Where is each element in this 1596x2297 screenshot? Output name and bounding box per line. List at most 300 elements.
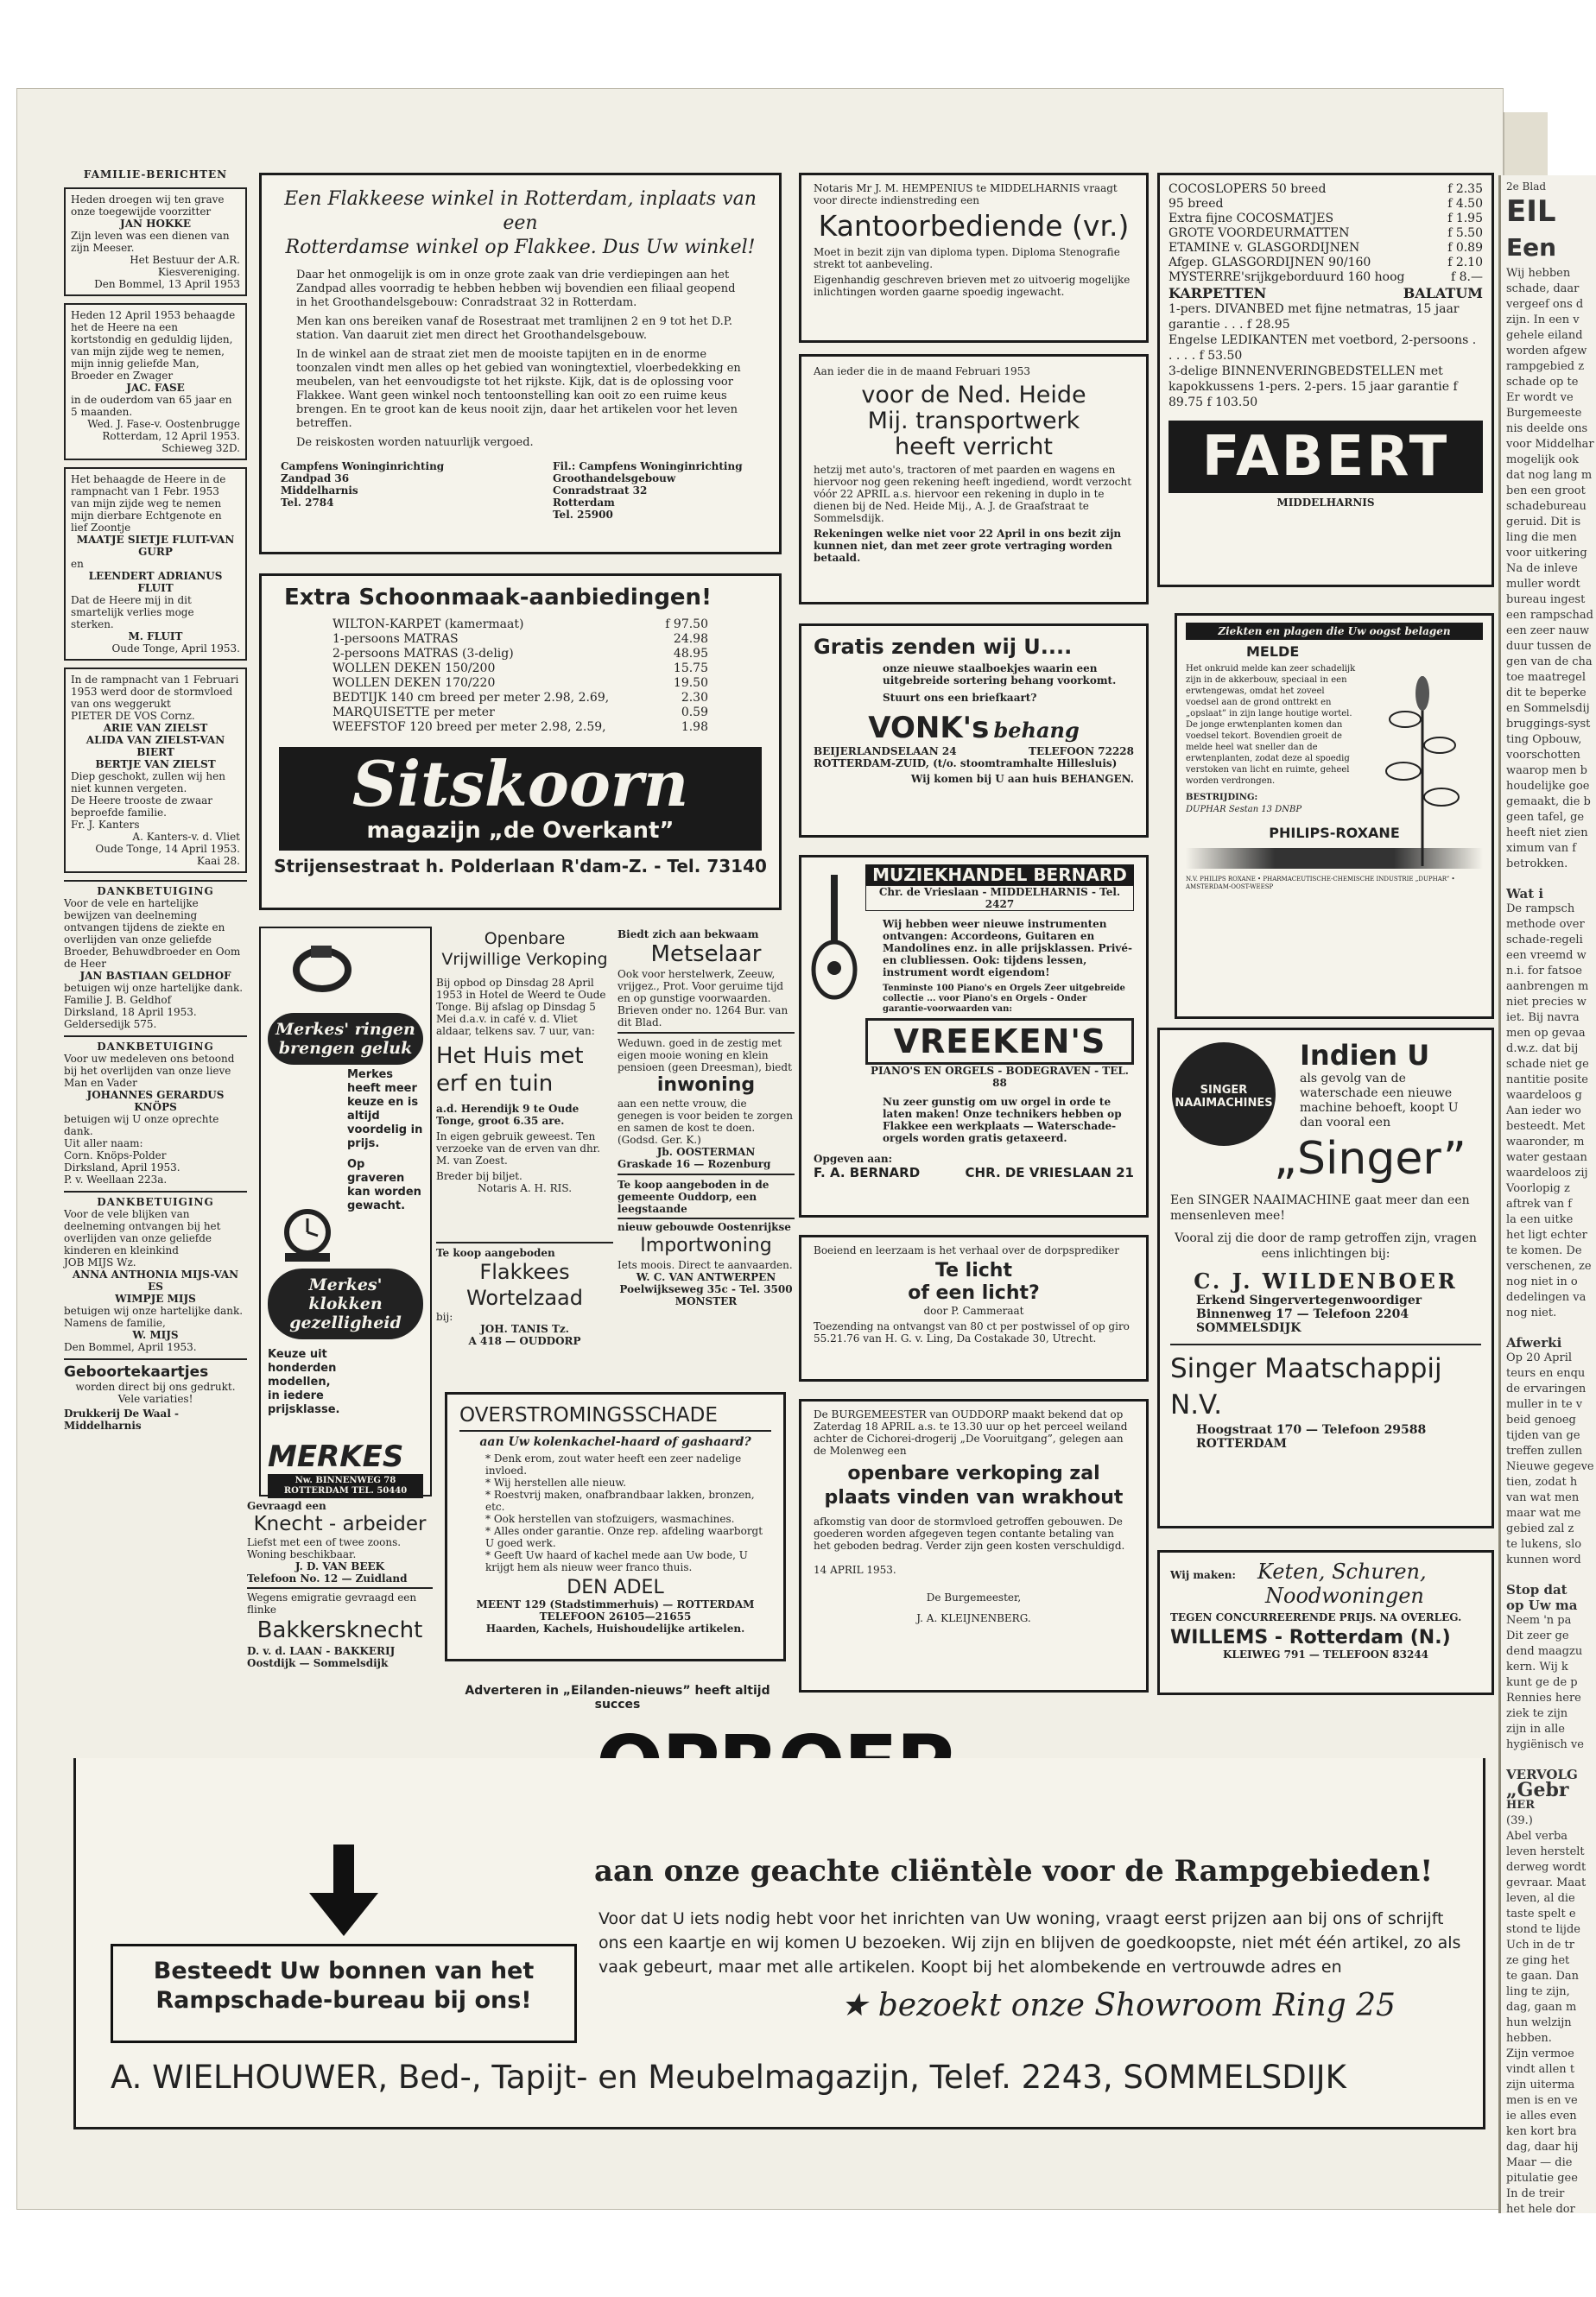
side-ad-3: Neem 'n pa xyxy=(1506,1614,1572,1627)
verkoping-object: Het Huis met erf en tuin xyxy=(436,1043,584,1097)
bernard-text: Wij hebben weer nieuwe instrumenten ontvangen: Accordeons, Guitaren en Mandolines enz. in alle prijsklassen. Privé- en clubliessen. Ook: tijdens lessen, instrument wordt eigendom! xyxy=(883,918,1133,978)
side-line: In de treir xyxy=(1506,2187,1565,2200)
side-line: rampgebied z xyxy=(1506,360,1585,373)
side-line: zijn in alle xyxy=(1506,1723,1565,1736)
side-line: te gaan. Dan xyxy=(1506,1970,1580,1983)
side-line: aanbrengen m xyxy=(1506,980,1589,993)
side-line: een vreemd w xyxy=(1506,949,1586,962)
side-line: toe maatregel xyxy=(1506,671,1586,684)
price-item-name: WOLLEN DEKEN 150/200 xyxy=(332,661,496,675)
side-line: ting Opbouw, xyxy=(1506,733,1582,746)
side-line: taste spelt e xyxy=(1506,1908,1576,1920)
importwoning-pre: Te koop aangeboden in de gemeente Ouddorp, een leegstaande xyxy=(618,1179,770,1215)
inwoning-place: Graskade 16 — Rozenburg xyxy=(618,1158,771,1170)
side-line: kunt ge de p xyxy=(1506,1676,1578,1689)
side-line: waardeloos g xyxy=(1506,1089,1582,1102)
licht-title-2: of een licht? xyxy=(908,1282,1040,1304)
side-line: Op 20 April xyxy=(1506,1351,1573,1364)
vonk-text: onze nieuwe staalboekjes waarin een uitgebreide sortering behang voorkomt. xyxy=(883,662,1117,687)
side-line: muller wordt xyxy=(1506,578,1580,591)
price-item-name: WEEFSTOF 120 breed per meter 2.98, 2.59, xyxy=(332,720,606,734)
side-line: schade, daar xyxy=(1506,282,1580,295)
knecht-pre: Gevraagd een xyxy=(247,1500,326,1512)
thanks-line: Namens de familie, xyxy=(64,1317,166,1329)
side-line: dend maagzu xyxy=(1506,1645,1583,1658)
side-line: d.w.z. dat bij xyxy=(1506,1042,1579,1055)
family-notice xyxy=(64,668,247,873)
overstroming-name: DEN ADEL xyxy=(567,1577,664,1598)
thanks-notice xyxy=(64,1191,247,1358)
side-line: teurs en enqu xyxy=(1506,1367,1586,1380)
knecht-tel: Telefoon No. 12 — Zuidland xyxy=(247,1572,433,1589)
melde-ad xyxy=(1175,613,1494,1019)
notice-line: Dat de Heere mij in dit smartelijk verlies moge sterken. xyxy=(71,594,194,630)
price-item-name: WILTON-KARPET (kamermaat) xyxy=(332,617,524,631)
vreeken-sub: PIANO'S EN ORGELS - BODEGRAVEN - TEL. 88 xyxy=(871,1065,1129,1089)
side-line: tijden van ge xyxy=(1506,1429,1580,1442)
singer-badge xyxy=(1172,1042,1276,1146)
small-ads-column xyxy=(618,928,795,1360)
fabert-price-row xyxy=(1168,197,1483,212)
side-line: aftrek van f xyxy=(1506,1198,1573,1211)
side-line: geruid. Dit is xyxy=(1506,516,1581,528)
side-line: muller in te v xyxy=(1506,1398,1583,1411)
merkes-text-2: Op graveren kan worden gewacht. xyxy=(347,1158,421,1212)
wortelzaad-place: A 418 — OUDDORP xyxy=(468,1335,581,1347)
side-line: la een uitke xyxy=(1506,1213,1574,1226)
campfens-para-1: Daar het onmogelijk is om in onze grote zaak van drie verdiepingen aan het Zandpad alles voorradig te hebben hebben wij bovendien een filiaal geopend in het Groothandelsgebouw: Conradstraat 32 in Rotterdam. xyxy=(296,269,736,309)
overstroming-sub: aan Uw kolenkachel-haard of gashaard? xyxy=(479,1435,751,1449)
wortelzaad-ad xyxy=(436,1242,613,1364)
sitskoorn-address: Strijensestraat h. Polderlaan R'dam-Z. - Tel. 73140 xyxy=(274,856,767,876)
singer-dealer-sub: Erkend Singervertegenwoordiger xyxy=(1196,1294,1422,1307)
fabert-text-3: 3-delige BINNENVERINGBEDSTELLEN met kapokkussens 1-pers. 2-pers. 15 jaar garantie f 89.75 f 103.50 xyxy=(1168,364,1458,409)
side-line: ziek te zijn xyxy=(1506,1707,1568,1720)
bakker-place: Oostdijk — Sommelsdijk xyxy=(247,1657,389,1669)
ouddorp-date: 14 APRIL 1953. xyxy=(814,1564,896,1576)
side-line: waardeloos zij xyxy=(1506,1167,1588,1180)
singer-dealer: C. J. WILDENBOER xyxy=(1194,1269,1458,1294)
side-line: water gestaan xyxy=(1506,1151,1587,1164)
vonk-title: Gratis zenden wij U.... xyxy=(814,635,1073,659)
side-line: Er wordt ve xyxy=(1506,391,1574,404)
oproep-footer: A. WIELHOUWER, Bed-, Tapijt- en Meubelmagazijn, Telef. 2243, SOMMELSDIJK xyxy=(111,2059,1346,2096)
price-item-value: f 2.35 xyxy=(1447,182,1483,196)
ouddorp-text: afkomstig van door de stormvloed getroffen gebouwen. De goederen worden afgegeven tegen contante betaling van het geboden bedrag. Verder zijn geen kosten verschuldigd. xyxy=(814,1516,1125,1552)
side-line: ximum van f xyxy=(1506,842,1577,855)
side-column-1 xyxy=(1501,267,1596,871)
births-ad xyxy=(64,1358,247,1432)
vonk-ad xyxy=(799,623,1149,838)
family-header: FAMILIE-BERICHTEN xyxy=(83,168,228,180)
side-line: en Sommelsdij xyxy=(1506,702,1590,715)
thanks-header: DANKBETUIGING xyxy=(97,1196,214,1208)
side-line: nog niet in o xyxy=(1506,1275,1578,1288)
singer-company: Singer Maatschappij N.V. xyxy=(1170,1344,1481,1423)
fabert-price-row xyxy=(1168,256,1483,270)
thanks-line: P. v. Weellaan 223a. xyxy=(64,1174,168,1186)
bakker-title: Bakkersknecht xyxy=(256,1617,423,1643)
thanks-line: ANNA ANTHONIA MIJS-VAN ES xyxy=(72,1269,239,1293)
side-line: nis deelde ons xyxy=(1506,422,1588,435)
notice-line: ARIE VAN ZIELST xyxy=(103,722,208,734)
side-line: Wij hebben xyxy=(1506,267,1571,280)
inwoning-text: aan een nette vrouw, die genegen is voor beiden te zorgen en samen de kost te doen. (Godsd. Ger. K.) xyxy=(618,1098,794,1146)
side-line: de ervaringen xyxy=(1506,1383,1586,1395)
side-line: dag, gaan m xyxy=(1506,2001,1577,2014)
fabert-ad xyxy=(1157,173,1494,587)
vonk-foot: Wij komen bij U aan huis BEHANGEN. xyxy=(910,773,1134,785)
campfens-address-line: Zandpad 36 xyxy=(281,472,350,484)
side-line: ken kort bra xyxy=(1506,2125,1577,2138)
thanks-line: Voor de vele en hartelijke bewijzen van deelneming ontvangen tijdens de ziekte en overlijden van onze geliefde Broeder, Behuwdbroeder en Oom de Heer xyxy=(64,897,241,970)
melde-text: Het onkruid melde kan zeer schadelijk zijn in de akkerbouw, speciaal in een erwtengewas, omdat het zoveel voedsel aan de grond onttrekt en „opslaat” in zijn lange houtige wortel. De jonge erwtenplanten komen dan voedsel tekort. Bovendien groeit de melde heel wat sneller dan de erwtenplanten, zodat deze al spoedig verstoken van licht en ruimte, geheel worden verdrongen. xyxy=(1186,664,1356,786)
merkes-ad xyxy=(259,927,432,1497)
thanks-notice xyxy=(64,1035,247,1191)
importwoning-ad xyxy=(618,1175,795,1307)
thanks-line: Voor de vele blijken van deelneming ontvangen bij het overlijden van onze geliefde kinderen en kleinkind xyxy=(64,1208,221,1256)
side-line: vergeef ons d xyxy=(1506,298,1584,311)
side-line: worden afgew xyxy=(1506,345,1587,358)
side-line: van wat men xyxy=(1506,1491,1580,1504)
singer-title: Indien U xyxy=(1300,1039,1430,1072)
side-line: mogelijk ook xyxy=(1506,453,1580,466)
notice-line: Fr. J. Kanters xyxy=(71,819,140,831)
sitskoorn-price-row xyxy=(332,720,708,735)
notice-line: Rotterdam, 12 April 1953. Schieweg 32D. xyxy=(102,430,240,454)
overstroming-item: * Geeft Uw haard of kachel mede aan Uw bode, U krijgt hem als nieuw weer franco thuis. xyxy=(485,1549,748,1573)
fabert-text-2: Engelse LEDIKANTEN met voetbord, 2-persoons . . . . . f 53.50 xyxy=(1168,333,1477,363)
notice-line: M. FLUIT xyxy=(128,630,183,642)
hempenius-pre: Notaris Mr J. M. HEMPENIUS te MIDDELHARNIS vraagt voor directe indienstreding een xyxy=(814,182,1118,206)
sitskoorn-logo: Sitskoorn xyxy=(352,747,689,820)
price-item-value: f 5.50 xyxy=(1447,226,1483,240)
fabert-price-row xyxy=(1168,212,1483,226)
overstroming-item: * Ook herstellen van stofzuigers, wasmachines. xyxy=(485,1513,735,1525)
hempenius-ad xyxy=(799,173,1149,343)
side-line: Uch in de tr xyxy=(1506,1939,1574,1952)
side-line: n.i. for fatsoe xyxy=(1506,965,1582,978)
family-notices xyxy=(64,187,247,873)
side-line: betrokken. xyxy=(1506,857,1568,870)
hempenius-text-2: Eigenhandig geschreven brieven met zo uitvoerig mogelijke inlichtingen worden gaarne spoedig ingewacht. xyxy=(814,274,1130,298)
importwoning-place: Poelwijkseweg 35c - Tel. 3500 MONSTER xyxy=(619,1283,793,1307)
thanks-line: Den Bommel, April 1953. xyxy=(64,1341,197,1353)
price-item-value: 1.98 xyxy=(681,720,708,734)
births-printer: Drukkerij De Waal - Middelharnis xyxy=(64,1408,180,1432)
verkoping-more: In eigen gebruik geweest. Ten verzoeke van de erven van dhr. M. van Zoest. xyxy=(436,1130,600,1167)
side-line: schade op te xyxy=(1506,376,1579,389)
side-line: hebben. xyxy=(1506,2032,1552,2045)
melde-plant-illustration xyxy=(1371,668,1474,866)
side-line: bureau ingest xyxy=(1506,593,1586,606)
bernard-ad xyxy=(799,855,1149,1218)
heide-text: hetzij met auto's, tractoren of met paarden en wagens en hiervoor nog geen rekening heeft ingediend, wordt verzocht vóór 22 APRIL a.s. hiervoor een rekening in duplo in te dienen bij de Ned. Heide Mij., A. J. de Graafstraat te Sommelsdijk. xyxy=(814,464,1132,524)
inwoning-ad xyxy=(618,1034,795,1175)
price-item-name: MYSTERRE'srijkgeborduurd 160 hoog xyxy=(1168,270,1405,284)
side-line: Maar — die xyxy=(1506,2156,1573,2169)
notice-line: BERTJE VAN ZIELST xyxy=(95,758,216,770)
inwoning-pre: Weduwn. goed in de zestig met eigen mooie woning en klein pensioen (geen Dreesman), biedt xyxy=(618,1037,792,1073)
thanks-line: Familie J. B. Geldhof xyxy=(64,994,172,1006)
vonk-ask: Stuurt ons een briefkaart? xyxy=(883,692,1037,704)
side-line: heeft niet zien xyxy=(1506,826,1588,839)
price-item-value: f 97.50 xyxy=(665,617,708,631)
knecht-text: Liefst met een of twee zoons. Woning beschikbaar. xyxy=(247,1536,402,1560)
sitskoorn-price-row xyxy=(332,661,708,676)
fabert-balatum: BALATUM xyxy=(1403,285,1483,301)
price-item-value: f 4.50 xyxy=(1447,197,1483,211)
side-ad-2: op Uw ma xyxy=(1506,1598,1578,1613)
notice-line: in de ouderdom van 65 jaar en 5 maanden. xyxy=(71,394,232,418)
notice-line: Heden droegen wij ten grave onze toegewijde voorzitter xyxy=(71,193,225,218)
campfens-para-3: In de winkel aan de straat ziet men de mooiste tapijten en in de enorme toonzalen vindt men alles op het gebied van woningtextiel, vloerbedekking en meubelen, van het eenvoudigste tot het rijkste. Kijk, dat is de oplossing voor Flakkee. Want geen winkel noch tentoonstelling kan ooit zo een ruime keus brengen. En te groot kan de keus nooit zijn, daar het artikelen voor het leven betreffen. xyxy=(296,348,741,430)
side-line: vindt allen t xyxy=(1506,2063,1575,2076)
overstroming-title: OVERSTROMINGSSCHADE xyxy=(459,1403,771,1432)
singer-badge-text: SINGER NAAIMACHINES xyxy=(1175,1084,1273,1110)
side-line: gemaakt, die b xyxy=(1506,795,1591,808)
side-line: Na de inleve xyxy=(1506,562,1578,575)
overstroming-item: * Wij herstellen alle nieuw. xyxy=(485,1477,627,1489)
price-item-value: f 2.10 xyxy=(1447,256,1483,269)
side-line: een rampschad xyxy=(1506,609,1593,622)
heide-ad xyxy=(799,354,1149,604)
side-line: houdelijke goe xyxy=(1506,780,1590,793)
fabert-price-row xyxy=(1168,182,1483,197)
willems-address: KLEIWEG 791 — TELEFOON 83244 xyxy=(1222,1648,1429,1661)
side-line: leven, al die xyxy=(1506,1892,1575,1905)
side-line: niet precies w xyxy=(1506,996,1586,1009)
heide-title-3: heeft verricht xyxy=(895,433,1053,460)
price-item-name: 95 breed xyxy=(1168,197,1224,211)
melde-foot: N.V. PHILIPS ROXANE • PHARMACEUTISCHE-CHEMISCHE INDUSTRIE „DUPHAR” • AMSTERDAM-OOST-WEESP xyxy=(1186,876,1455,890)
notice-line: A. Kanters-v. d. Vliet xyxy=(132,831,240,843)
price-item-name: 1-persoons MATRAS xyxy=(332,632,459,646)
thanks-line: betuigen wij onze hartelijke dank. xyxy=(64,982,244,994)
side-line: waarop men b xyxy=(1506,764,1587,777)
sitskoorn-subtitle: magazijn „de Overkant” xyxy=(366,818,674,844)
willems-name: WILLEMS - Rotterdam (N.) xyxy=(1170,1627,1451,1648)
thanks-line: Uit aller naam: xyxy=(64,1137,143,1149)
side-line: het ligt echter xyxy=(1506,1229,1587,1242)
willems-line: TEGEN CONCURREERENDE PRIJS. NA OVERLEG. xyxy=(1170,1611,1462,1623)
willems-ad xyxy=(1157,1550,1494,1695)
arrow-down-icon xyxy=(309,1845,378,1939)
thanks-notices xyxy=(64,880,247,1358)
side-subhead-1: Wat i xyxy=(1506,886,1544,902)
campfens-branch-line: Conradstraat 32 xyxy=(553,484,648,497)
bonnen-line-1: Besteedt Uw bonnen van het xyxy=(153,1958,535,1984)
side-headline: Een xyxy=(1506,233,1557,262)
side-line: waaronder, m xyxy=(1506,1136,1585,1148)
metselaar-title: Metselaar xyxy=(650,941,762,967)
side-line: tien, zodat h xyxy=(1506,1476,1578,1489)
side-line: voor uitkering xyxy=(1506,547,1587,560)
sitskoorn-price-row xyxy=(332,691,708,706)
side-her: HER xyxy=(1506,1799,1535,1812)
campfens-branch-line: Tel. 25900 xyxy=(553,509,613,521)
notice-line: Diep geschokt, zullen wij hen niet kunnen vergeten. xyxy=(71,770,225,794)
price-item-value: 19.50 xyxy=(673,676,708,690)
sitskoorn-price-row xyxy=(332,706,708,720)
side-line: kunnen word xyxy=(1506,1553,1581,1566)
vonk-address-1: BEIJERLANDSELAAN 24 xyxy=(814,745,957,757)
side-line: leven herstelt xyxy=(1506,1845,1585,1858)
bernard-title: MUZIEKHANDEL BERNARD xyxy=(865,864,1134,885)
oproep-body: Voor dat U iets nodig hebt voor het inrichten van Uw woning, vraagt eerst prijzen aan bij ons of schrijft ons een kaartje en wij komen U bezoeken. Wij zijn en blijven de goedkoopste, niet mét één artikel, zo als vaak gebeurt, maar met alle artikelen. Koopt bij het alombekende en vertrouwde adres en xyxy=(598,1909,1461,1977)
verkoping-text: Bij opbod op Dinsdag 28 April 1953 in Hotel de Weerd te Oude Tonge. Bij afslag op Dinsdag 5 Mei d.a.v. in café v. d. Vliet aldaar, telkens sav. 7 uur, van: xyxy=(436,977,606,1037)
overstroming-address: MEENT 129 (Stadstimmerhuis) — ROTTERDAM xyxy=(476,1598,755,1610)
price-item-value: f 8.— xyxy=(1451,270,1483,284)
heide-title-2: Mij. transportwerk xyxy=(867,408,1080,434)
price-item-name: 2-persoons MATRAS (3-delig) xyxy=(332,647,514,661)
adverteren-line: Adverteren in „Eilanden-nieuws” heeft altijd succes xyxy=(465,1684,770,1712)
side-line: bruggings-syst xyxy=(1506,718,1591,731)
notice-line: en xyxy=(71,558,84,570)
melde-bestrijding: BESTRIJDING: xyxy=(1186,793,1258,802)
notice-line: Het Bestuur der A.R. Kiesvereniging. xyxy=(130,254,240,278)
notice-line: In de rampnacht van 1 Februari 1953 werd door de stormvloed van ons weggerukt xyxy=(71,674,239,710)
thanks-line: Dirksland, 18 April 1953. Geldersedijk 575. xyxy=(64,1006,197,1030)
side-line: schade niet ge xyxy=(1506,1058,1589,1071)
campfens-branch-line: Groothandelsgebouw xyxy=(553,472,676,484)
notice-line: Het behaagde de Heere in de rampnacht van 1 Febr. 1953 van mijn zijde weg te nemen mijn dierbare Echtgenote en lief Zoontje xyxy=(71,473,226,534)
side-line: gebied zal z xyxy=(1506,1522,1574,1535)
guitar-icon xyxy=(808,875,860,1013)
sitskoorn-price-row xyxy=(332,632,708,647)
side-line: duur tussen de xyxy=(1506,640,1592,653)
thanks-header: DANKBETUIGING xyxy=(97,1041,214,1053)
ouddorp-ad xyxy=(799,1399,1149,1693)
notice-line: De Heere trooste de zwaar beproefde familie. xyxy=(71,794,212,819)
side-line: ben een groot xyxy=(1506,484,1586,497)
side-top: 2e Blad xyxy=(1506,180,1547,193)
fabert-price-list xyxy=(1168,182,1483,285)
thanks-line: betuigen wij onze hartelijke dank. xyxy=(64,1305,244,1317)
side-line: Nieuwe gegeve xyxy=(1506,1460,1594,1473)
side-line: dit te beperke xyxy=(1506,687,1586,699)
side-line: Abel verba xyxy=(1506,1830,1568,1843)
campfens-para-4: De reiskosten worden natuurlijk vergoed. xyxy=(296,436,534,449)
melde-product: DUPHAR Sestan 13 DNBP xyxy=(1186,805,1302,814)
merkes-address: Nw. BINNENWEG 78 ROTTERDAM TEL. 50440 xyxy=(268,1474,423,1498)
side-line: besteedt. Met xyxy=(1506,1120,1586,1133)
verkoping-notary: Notaris A. H. RIS. xyxy=(477,1182,573,1194)
price-item-name: BEDTIJK 140 cm breed per meter 2.98, 2.69, xyxy=(332,691,610,705)
notice-line: Den Bommel, 13 April 1953 xyxy=(94,278,240,290)
campfens-ad xyxy=(259,173,782,554)
verkoping-title-2: Vrijwillige Verkoping xyxy=(441,950,608,969)
side-line: te lukens, slo xyxy=(1506,1538,1582,1551)
campfens-address-line: Middelharnis xyxy=(281,484,358,497)
campfens-branch-line: Rotterdam xyxy=(553,497,615,509)
side-line: zijn uiterma xyxy=(1506,2079,1575,2091)
singer-ad xyxy=(1157,1028,1494,1528)
side-line: voorschotten xyxy=(1506,749,1580,762)
notice-line: JAN HOKKE xyxy=(120,218,191,230)
sitskoorn-price-row xyxy=(332,617,708,632)
overstroming-tel: TELEFOON 26105—21655 xyxy=(539,1610,692,1623)
campfens-address-line: Campfens Woninginrichting xyxy=(281,460,445,472)
side-line: ze ging het xyxy=(1506,1954,1570,1967)
bernard-sub: Chr. de Vrieslaan - MIDDELHARNIS - Tel. 2427 xyxy=(865,885,1134,911)
notice-line: Zijn leven was een dienen van zijn Meeser. xyxy=(71,230,230,254)
campfens-address-main xyxy=(281,460,444,521)
inwoning-name: Jb. OOSTERMAN xyxy=(656,1146,756,1158)
melde-title: MELDE xyxy=(1246,643,1300,660)
thanks-line: JOHANNES GERARDUS KNÖPS xyxy=(86,1089,225,1113)
price-item-value: 0.59 xyxy=(681,706,708,719)
singer-company-address: Hoogstraat 170 — Telefoon 29588 xyxy=(1196,1423,1427,1437)
price-item-value: f 1.95 xyxy=(1447,212,1483,225)
bernard-note: Tenminste 100 Piano's en Orgels Zeer uitgebreide collectie ... voor Piano's en Orgels - Onder garantie-voorwaarden van: xyxy=(883,984,1125,1014)
side-line: men op gevaa xyxy=(1506,1027,1586,1040)
vonk-tel: TELEFOON 72228 xyxy=(1029,745,1134,757)
side-masthead: EIL xyxy=(1506,194,1556,229)
side-line: (39.) xyxy=(1506,1814,1533,1827)
clock-icon xyxy=(273,1205,342,1265)
ring-icon xyxy=(283,940,361,1009)
side-line: ling die men xyxy=(1506,531,1577,544)
price-item-name: ETAMINE v. GLASGORDIJNEN xyxy=(1168,241,1360,255)
bernard-street: CHR. DE VRIESLAAN 21 xyxy=(965,1165,1134,1180)
side-line: gehele eiland xyxy=(1506,329,1583,342)
side-line: dat nog lang m xyxy=(1506,469,1593,482)
licht-ad xyxy=(799,1235,1149,1382)
side-column-3 xyxy=(1501,1351,1596,1567)
hempenius-text-1: Moet in bezit zijn van diploma typen. Diploma Stenografie strekt tot aanbeveling. xyxy=(814,246,1120,270)
side-line: beid genoeg xyxy=(1506,1414,1576,1427)
singer-vraag: Vooral zij die door de ramp getroffen zijn, vragen eens inlichtingen bij: xyxy=(1175,1231,1477,1261)
side-line: hun welzijn xyxy=(1506,2016,1572,2029)
notice-line: Wed. J. Fase-v. Oostenbrugge xyxy=(87,418,240,430)
side-line: treffen zullen xyxy=(1506,1445,1583,1458)
fabert-price-row xyxy=(1168,226,1483,241)
fabert-place: MIDDELHARNIS xyxy=(1276,497,1375,509)
heide-title-1: voor de Ned. Heide xyxy=(861,382,1086,408)
next-page-strip xyxy=(1498,175,1596,2216)
thanks-line: Dirksland, April 1953. xyxy=(64,1161,180,1174)
overstroming-item: * Denk erom, zout water heeft een zeer nadelige invloed. xyxy=(485,1452,742,1477)
side-line: nog niet. xyxy=(1506,1307,1557,1319)
singer-logo: „Singer” xyxy=(1274,1133,1466,1185)
overstroming-item: * Alles onder garantie. Onze rep. afdeling waarborgt U goed werk. xyxy=(485,1525,763,1549)
campfens-headline-2: Rotterdamse winkel op Flakkee. Dus Uw winkel! xyxy=(285,237,756,258)
thanks-notice xyxy=(64,880,247,1035)
sitskoorn-price-row xyxy=(332,647,708,661)
bernard-text-2: Nu zeer gunstig om uw orgel in orde te laten maken! Onze technikers hebben op Flakkee een werkplaats — Waterschade-orgels worden gratis getaxeerd. xyxy=(883,1096,1122,1144)
importwoning-text: Iets moois. Direct te aanvaarden. xyxy=(618,1259,793,1271)
side-line: zijn. In een v xyxy=(1506,313,1580,326)
bonnen-line-2: Rampschade-bureau bij ons! xyxy=(155,1987,532,2014)
thanks-line: W. MIJS xyxy=(132,1329,179,1341)
melde-header: Ziekten en plagen die Uw oogst belagen xyxy=(1186,623,1483,640)
heide-note: Rekeningen welke niet voor 22 April in ons bezit zijn kunnen niet, dan met zeer grote vertraging worden betaald. xyxy=(814,528,1122,564)
side-line: een zeer nauw xyxy=(1506,624,1590,637)
notice-line: Oude Tonge, 14 April 1953. Kaai 28. xyxy=(95,843,240,867)
vonk-address-2: ROTTERDAM-ZUID, (t/o. stoomtramhalte Hillesluis) xyxy=(814,757,1118,769)
licht-pre: Boeiend en leerzaam is het verhaal over de dorpsprediker xyxy=(814,1244,1120,1256)
side-line: derweg wordt xyxy=(1506,1861,1586,1874)
price-item-value: 15.75 xyxy=(673,661,708,675)
fabert-text-1: 1-pers. DIVANBED met fijne netmatras, 15 jaar garantie . . . f 28.95 xyxy=(1168,302,1460,332)
merkes-logo: MERKES xyxy=(268,1440,404,1474)
side-column-2 xyxy=(1501,902,1596,1320)
ouddorp-sign-2: J. A. KLEIJNENBERG. xyxy=(916,1612,1031,1624)
fabert-price-row xyxy=(1168,270,1483,285)
campfens-headline-1: Een Flakkeese winkel in Rotterdam, inplaats van een xyxy=(284,188,757,234)
thanks-line: WIMPJE MIJS xyxy=(115,1293,196,1305)
